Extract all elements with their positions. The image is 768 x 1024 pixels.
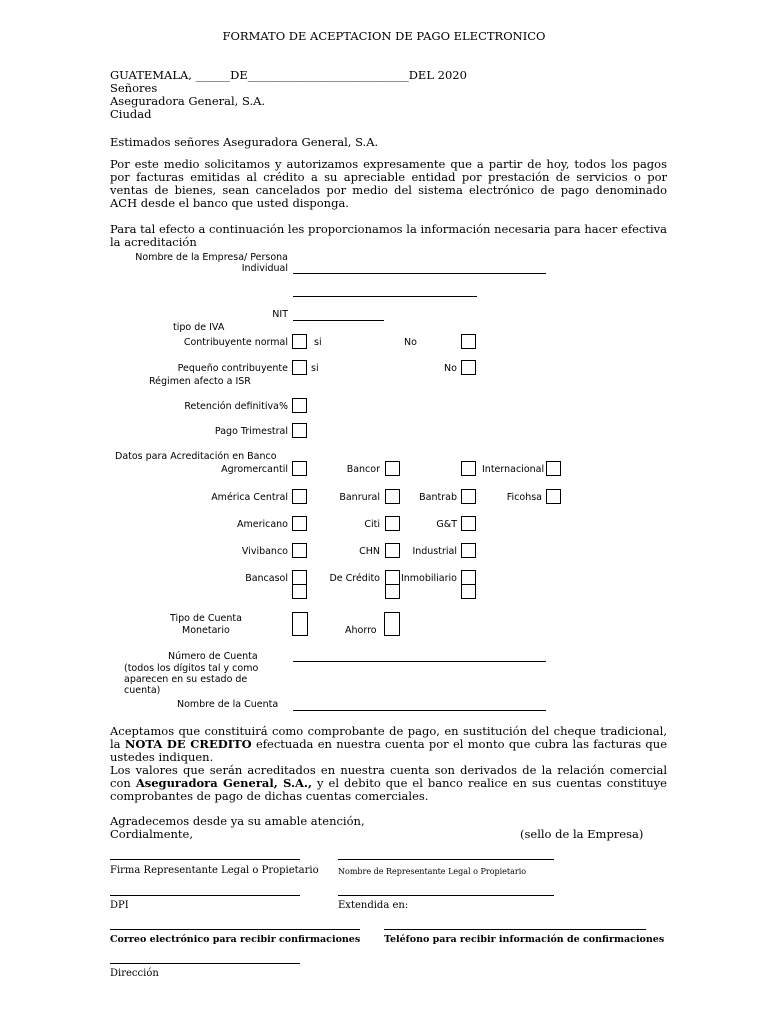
direccion-line[interactable] (110, 963, 300, 964)
numero-cuenta-label: Número de Cuenta (168, 651, 258, 662)
intro-paragraph: Por este medio solicitamos y autorizamos expresamente que a partir de hoy, todos los pagos por facturas emitidas al crédito a su apreciable entidad por prestación de servicios o por ventas de bienes, sean cancelados por medio del sistema electrónico de pago denominado ACH desde el banco que usted disponga. (110, 157, 667, 210)
sello-label: (sello de la Empresa) (520, 827, 644, 841)
telefono-label: Teléfono para recibir información de confirmaciones (384, 934, 665, 945)
si-label-1: si (314, 337, 322, 348)
correo-line[interactable] (110, 929, 360, 930)
firma-line[interactable] (110, 859, 300, 860)
pequeno-contribuyente-no-checkbox[interactable] (461, 360, 476, 375)
acceptance-paragraph: Aceptamos que constituirá como comprobante de pago, en sustitución del cheque tradicional, la NOTA DE CREDITO efectuada en nuestra cuenta por el monto que cubra las facturas que ustedes indiquen. (110, 724, 668, 764)
bank-industrial-label: Industrial (412, 546, 457, 557)
ahorro-label: Ahorro (345, 625, 377, 636)
bank-internacional-checkbox[interactable] (546, 461, 561, 476)
no-label-2: No (444, 363, 457, 374)
bank-bancor-checkbox[interactable] (385, 461, 400, 476)
retencion-checkbox[interactable] (292, 398, 307, 413)
tipo-cuenta-label: Tipo de Cuenta (170, 613, 242, 624)
telefono-line[interactable] (384, 929, 646, 930)
monetario-label: Monetario (182, 625, 230, 636)
bank-inmobiliario-checkbox-2[interactable] (461, 584, 476, 599)
bank-inmobiliario-label: Inmobiliario (400, 573, 457, 584)
recipient-company: Aseguradora General, S.A. (110, 94, 266, 108)
bank-chn-label: CHN (359, 546, 380, 557)
bank-industrial-checkbox[interactable] (461, 543, 476, 558)
company-label-1: Nombre de la Empresa/ Persona (135, 252, 288, 263)
bank-gyt-checkbox[interactable] (461, 516, 476, 531)
bank-de-credito-checkbox-2[interactable] (385, 584, 400, 599)
greeting: Señores (110, 81, 158, 95)
contribuyente-normal-no-checkbox[interactable] (461, 334, 476, 349)
bank-blank-checkbox[interactable] (461, 461, 476, 476)
no-label-1: No (404, 337, 417, 348)
bank-bancasol-checkbox-2[interactable] (292, 584, 307, 599)
numero-cuenta-note-3: cuenta) (124, 685, 161, 696)
banco-label: Datos para Acreditación en Banco (115, 451, 277, 462)
bank-america-central-label: América Central (211, 492, 288, 503)
closing-thanks: Agradecemos desde ya su amable atención, (110, 814, 365, 828)
numero-cuenta-note-1: (todos los dígitos tal y como (124, 663, 259, 674)
nit-field[interactable] (293, 320, 384, 321)
company-name-field[interactable] (293, 273, 546, 274)
pequeno-contribuyente-si-checkbox[interactable] (292, 360, 307, 375)
info-paragraph: Para tal efecto a continuación les proporcionamos la información necesaria para hacer efectiva la acreditación (110, 222, 667, 249)
contribuyente-normal-si-checkbox[interactable] (292, 334, 307, 349)
date-line: GUATEMALA, ______DE____________________________DEL 2020 (110, 68, 467, 82)
bank-citi-label: Citi (364, 519, 380, 530)
bank-ficohsa-checkbox[interactable] (546, 489, 561, 504)
direccion-label: Dirección (110, 968, 159, 979)
extendida-line[interactable] (338, 895, 554, 896)
correo-label: Correo electrónico para recibir confirmaciones (110, 934, 361, 945)
numero-cuenta-note-2: aparecen en su estado de (124, 674, 248, 685)
values-paragraph: Los valores que serán acreditados en nuestra cuenta son derivados de la relación comercial con Aseguradora General, S.A., y el debito que el banco realice en sus cuentas constituye comprobantes de pago de dichas cuentas comerciales. (110, 763, 667, 803)
monetario-checkbox[interactable] (292, 612, 308, 636)
company-name-field-2[interactable] (293, 296, 477, 297)
bank-vivibanco-label: Vivibanco (241, 546, 288, 557)
firma-label: Firma Representante Legal o Propietario (110, 865, 319, 876)
bank-banrural-label: Banrural (339, 492, 380, 503)
bank-bancasol-label: Bancasol (245, 573, 288, 584)
recipient-city: Ciudad (110, 107, 152, 121)
bank-gyt-label: G&T (436, 519, 457, 530)
isr-label: Régimen afecto a ISR (149, 376, 251, 387)
retencion-label: Retención definitiva% (184, 401, 288, 412)
numero-cuenta-field[interactable] (293, 661, 546, 662)
bank-ficohsa-label: Ficohsa (506, 492, 542, 503)
dpi-line[interactable] (110, 895, 300, 896)
pago-trimestral-checkbox[interactable] (292, 423, 307, 438)
bank-americano-label: Americano (236, 519, 288, 530)
salutation: Estimados señores Aseguradora General, S.A. (110, 135, 379, 149)
page-title: FORMATO DE ACEPTACION DE PAGO ELECTRONICO (222, 29, 546, 43)
nit-label: NIT (272, 309, 288, 320)
bank-bantrab-label: Bantrab (419, 492, 457, 503)
si-label-2: si (311, 363, 319, 374)
nombre-rep-line[interactable] (338, 859, 554, 860)
company-label-2: Individual (241, 263, 288, 274)
bank-agromercantil-label: Agromercantil (221, 464, 288, 475)
nombre-cuenta-field[interactable] (293, 710, 546, 711)
pago-trimestral-label: Pago Trimestral (214, 426, 288, 437)
contribuyente-normal-label: Contribuyente normal (183, 337, 288, 348)
bank-inmobiliario-checkbox[interactable] (461, 570, 476, 585)
nombre-rep-label: Nombre de Representante Legal o Propietario (338, 867, 527, 876)
pequeno-contribuyente-label: Pequeño contribuyente (177, 363, 288, 374)
closing-cordially: Cordialmente, (110, 827, 193, 841)
bank-internacional-label: Internacional (482, 464, 545, 475)
ahorro-checkbox[interactable] (384, 612, 400, 636)
iva-label: tipo de IVA (173, 322, 225, 333)
dpi-label: DPI (110, 900, 129, 911)
extendida-label: Extendida en: (338, 900, 409, 911)
bank-bancor-label: Bancor (346, 464, 380, 475)
nombre-cuenta-label: Nombre de la Cuenta (177, 699, 279, 710)
bank-de-credito-label: De Crédito (329, 573, 380, 584)
